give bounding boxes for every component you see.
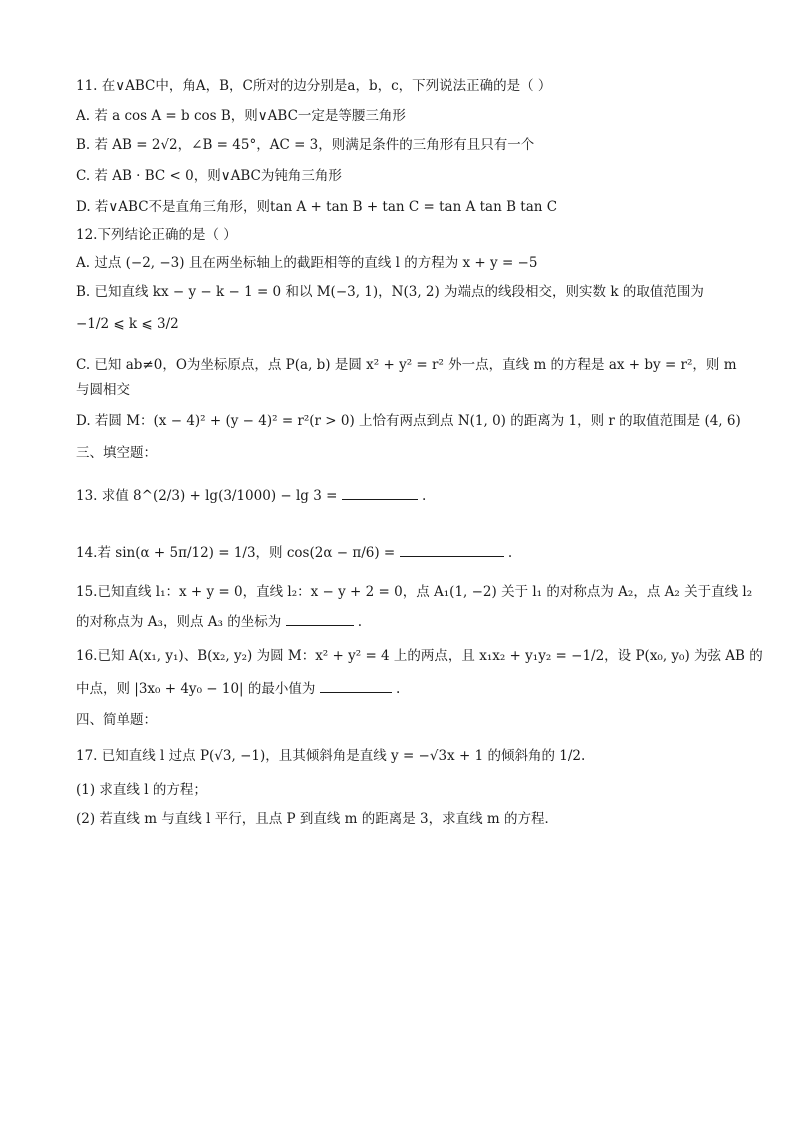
period: .: [507, 545, 513, 561]
question-11-option-b: B. 若 AB = 2√2，∠B = 45°，AC = 3，则满足条件的三角形有且只有一个: [76, 137, 535, 153]
period: .: [357, 614, 363, 630]
question-13-text: 13. 求值 8^(2/3) + lg(3/1000) − lg 3 =: [76, 488, 338, 504]
question-16-text: 中点，则 |3x₀ + 4y₀ − 10| 的最小值为: [76, 681, 316, 697]
question-12-option-b: B. 已知直线 kx − y − k − 1 = 0 和以 M(−3, 1)，N(3, 2) 为端点的线段相交，则实数 k 的取值范围为: [76, 284, 704, 300]
question-12-stem: 12.下列结论正确的是（ ）: [76, 227, 237, 243]
question-12-option-b-range: −1/2 ⩽ k ⩽ 3/2: [76, 316, 179, 332]
period: .: [395, 681, 401, 697]
question-16-line-2: [76, 678, 400, 699]
question-14: [76, 542, 512, 563]
question-12-option-d: D. 若圆 M：(x − 4)² + (y − 4)² = r²(r > 0) 上恰有两点到点 N(1, 0) 的距离为 1，则 r 的取值范围是 (4, 6): [76, 413, 741, 429]
answer-blank: [342, 485, 418, 500]
question-13: [76, 485, 426, 506]
question-14-text: 14.若 sin(α + 5π/12) = 1/3，则 cos(2α − π/6) =: [76, 545, 396, 561]
question-15-line-1: 15.已知直线 l₁：x + y = 0，直线 l₂：x − y + 2 = 0，点 A₁(1, −2) 关于 l₁ 的对称点为 A₂，点 A₂ 关于直线 l₂: [76, 584, 753, 600]
question-15-line-2: [76, 611, 362, 632]
question-16-line-1: 16.已知 A(x₁, y₁)、B(x₂, y₂) 为圆 M：x² + y² = 4 上的两点，且 x₁x₂ + y₁y₂ = −1/2，设 P(x₀, y₀) 为弦 AB 的: [76, 648, 763, 664]
question-17-stem: 17. 已知直线 l 过点 P(√3, −1)，且其倾斜角是直线 y = −√3x + 1 的倾斜角的 1/2.: [76, 748, 586, 764]
period: .: [422, 488, 427, 504]
question-11-stem: 11. 在∨ABC中，角A，B，C所对的边分别是a，b，c，下列说法正确的是（ ）: [76, 78, 552, 94]
section-short-answer-heading: 四、简单题：: [76, 712, 157, 728]
question-12-option-c: C. 已知 ab≠0，O为坐标原点，点 P(a, b) 是圆 x² + y² = r² 外一点，直线 m 的方程是 ax + by = r²，则 m: [76, 357, 737, 373]
question-11-option-a: A. 若 a cos A = b cos B，则∨ABC一定是等腰三角形: [76, 108, 406, 124]
answer-blank: [320, 678, 392, 693]
answer-blank: [400, 542, 504, 557]
question-12-option-a: A. 过点 (−2, −3) 且在两坐标轴上的截距相等的直线 l 的方程为 x + y = −5: [76, 255, 538, 271]
question-11-option-c: C. 若 AB · BC < 0，则∨ABC为钝角三角形: [76, 168, 342, 184]
section-fill-in-heading: 三、填空题：: [76, 445, 157, 461]
question-12-option-c-cont: 与圆相交: [76, 382, 130, 398]
question-17-part-2: (2) 若直线 m 与直线 l 平行，且点 P 到直线 m 的距离是 3，求直线 m 的方程．: [76, 811, 559, 827]
answer-blank: [286, 611, 354, 626]
question-11-option-d: D. 若∨ABC不是直角三角形，则tan A + tan B + tan C = tan A tan B tan C: [76, 199, 558, 215]
question-17-part-1: (1) 求直线 l 的方程；: [76, 782, 207, 798]
question-15-text: 的对称点为 A₃，则点 A₃ 的坐标为: [76, 614, 282, 630]
